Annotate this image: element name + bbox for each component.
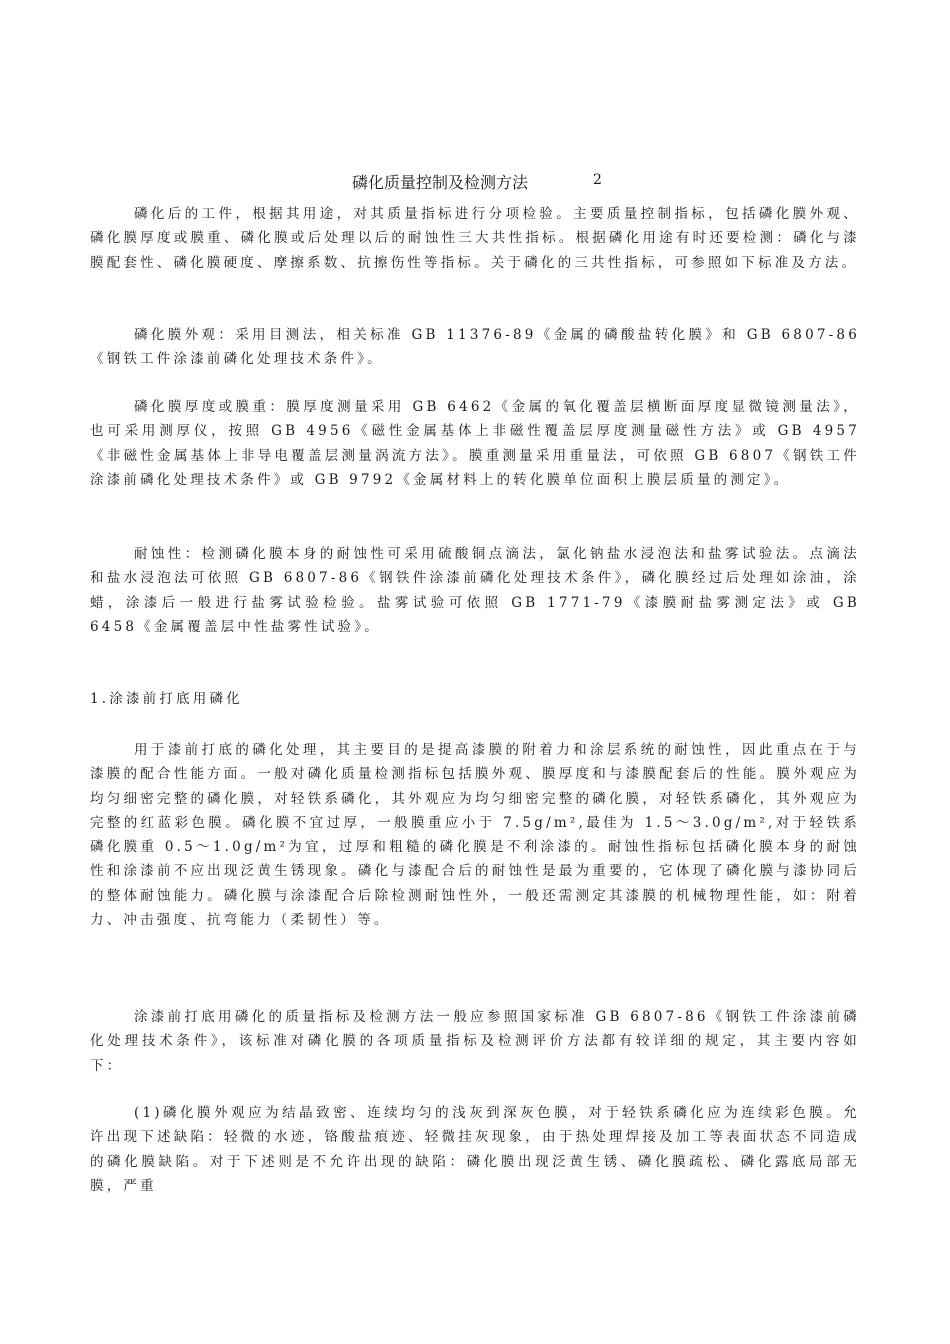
paragraph-standard: 涂漆前打底用磷化的质量指标及检测方法一般应参照国家标准 GB 6807-86《钢铁工件涂漆前磷化处理技术条件》，该标准对磷化膜的各项质量指标及检测评价方法都有较详细的规定，其主要内容如下： [90,1009,860,1074]
paragraph-primer-phosphating: 用于漆前打底的磷化处理，其主要目的是提高漆膜的附着力和涂层系统的耐蚀性，因此重点在于与漆膜的配合性能方面。一般对磷化质量检测指标包括膜外观、膜厚度和与漆膜配套后的性能。膜外观应为均匀细密完整的磷化膜，对轻铁系磷化，其外观应为均匀细密完整的磷化膜，对轻铁系磷化，其外观应为完整的红蓝彩色膜。磷化膜不宜过厚，一般膜重应小于 7.5g/m²,最佳为 1.5～3.0g/m²,对于轻铁系磷化膜重 0.5～1.0g/m²为宜，过厚和粗糙的磷化膜是不利涂漆的。耐蚀性指标包括磷化膜本身的耐蚀性和涂漆前不应出现泛黄生锈现象。磷化与漆配合后的耐蚀性是最为重要的，它体现了磷化膜与漆协同后的整体耐蚀能力。磷化膜与涂漆配合后除检测耐蚀性外，一般还需测定其漆膜的机械物理性能，如：附着力、冲击强度、抗弯能力（柔韧性）等。 [90,742,860,929]
page-title: 磷化质量控制及检测方法 [352,173,529,192]
paragraph-thickness: 磷化膜厚度或膜重：膜厚度测量采用 GB 6462《金属的氧化覆盖层横断面厚度显微镜测量法》，也可采用测厚仪，按照 GB 4956《磁性金属基体上非磁性覆盖层厚度测量磁性方法》或 GB 4957《非磁性金属基体上非导电覆盖层测量涡流方法》。膜重测量采用重量法，可依照 GB 6807《钢铁工件涂漆前磷化处理技术条件》或 GB 9792《金属材料上的转化膜单位面积上膜层质量的测定》。 [90,399,860,488]
paragraph-item-1: (1)磷化膜外观应为结晶致密、连续均匀的浅灰到深灰色膜，对于轻铁系磷化应为连续彩色膜。允许出现下述缺陷：轻微的水迹，铬酸盐痕迹、轻微挂灰现象，由于热处理焊接及加工等表面状态不同造成的磷化膜缺陷。对于下述则是不允许出现的缺陷：磷化膜出现泛黄生锈、磷化膜疏松、磷化露底局部无膜，严重 [90,1105,860,1194]
section-heading: 1.涂漆前打底用磷化 [90,691,243,707]
page-number: 2 [593,172,602,188]
title-row [0,170,950,196]
paragraph-intro: 磷化后的工件，根据其用途，对其质量指标进行分项检验。主要质量控制指标，包括磷化膜外观、磷化膜厚度或膜重、磷化膜或后处理以后的耐蚀性三大共性指标。根据磷化用途有时还要检测：磷化与漆膜配套性、磷化膜硬度、摩擦系数、抗擦伤性等指标。关于磷化的三共性指标，可参照如下标准及方法。 [90,206,860,271]
paragraph-appearance: 磷化膜外观：采用目测法，相关标准 GB 11376-89《金属的磷酸盐转化膜》和 GB 6807-86《钢铁工件涂漆前磷化处理技术条件》。 [90,327,860,368]
paragraph-corrosion: 耐蚀性：检测磷化膜本身的耐蚀性可采用硫酸铜点滴法，氯化钠盐水浸泡法和盐雾试验法。点滴法和盐水浸泡法可依照 GB 6807-86《钢铁件涂漆前磷化处理技术条件》，磷化膜经过后处理如涂油，涂蜡，涂漆后一般进行盐雾试验检验。盐雾试验可依照 GB 1771-79《漆膜耐盐雾测定法》或 GB 6458《金属覆盖层中性盐雾性试验》。 [90,546,860,635]
